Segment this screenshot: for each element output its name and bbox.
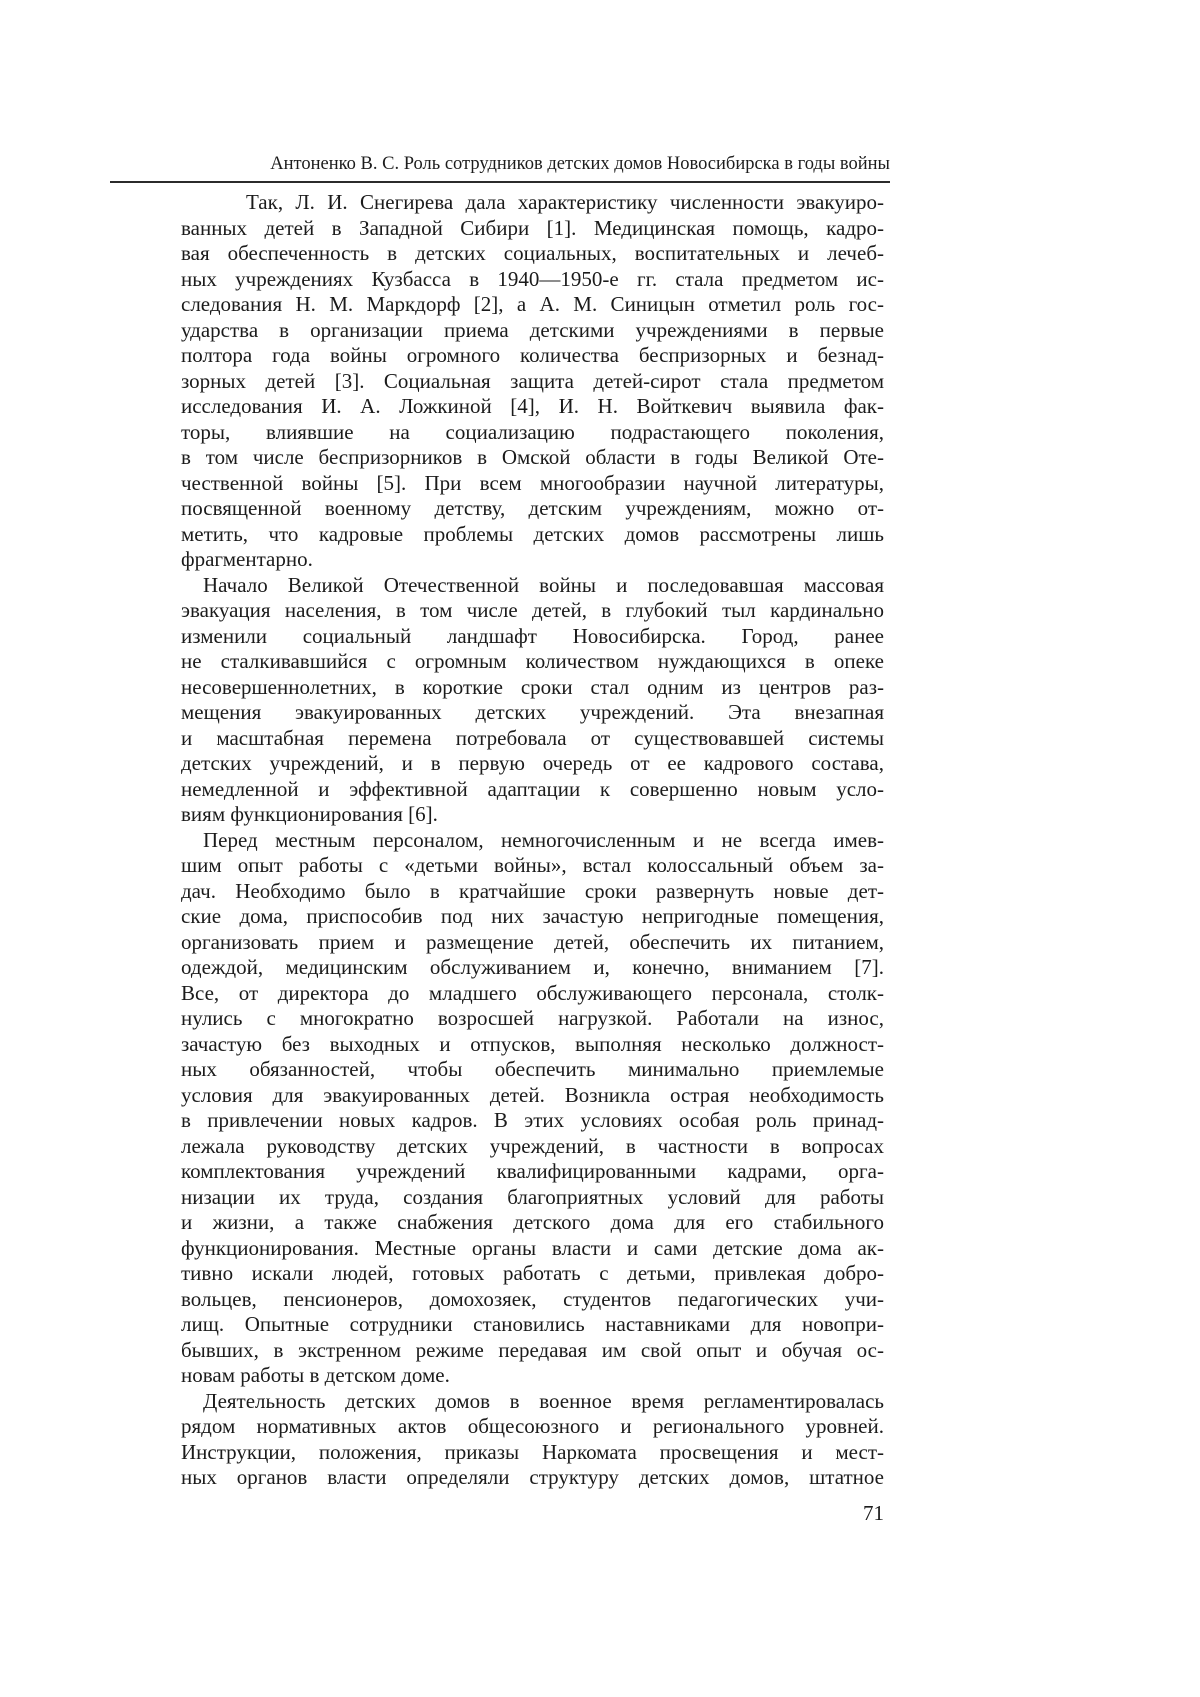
text-line: зорных детей [3]. Социальная защита детей-сирот стала предметом: [181, 368, 884, 393]
text-line: Деятельность детских домов в военное время регламентировалась: [203, 1388, 884, 1413]
text-line: изменили социальный ландшафт Новосибирска. Город, ранее: [181, 623, 884, 648]
paragraph: [181, 1389, 884, 1491]
text-line: низации их труда, создания благоприятных условий для работы: [181, 1184, 884, 1209]
header-rule: [110, 181, 890, 183]
text-line: метить, что кадровые проблемы детских домов рассмотрены лишь: [181, 521, 884, 546]
running-head: [110, 153, 890, 175]
text-line: организовать прием и размещение детей, обеспечить их питанием,: [181, 929, 884, 954]
text-line: лищ. Опытные сотрудники становились наставниками для новопри-: [181, 1312, 884, 1336]
text-line: и масштабная перемена потребовала от существовавшей системы: [181, 725, 884, 750]
text-line: и жизни, а также снабжения детского дома для его стабильного: [181, 1210, 884, 1234]
text-line: детских учреждений, и в первую очередь от ее кадрового состава,: [181, 751, 884, 775]
text-line: мещения эвакуированных детских учреждений. Эта внезапная: [181, 700, 884, 724]
text-line: функционирования. Местные органы власти и сами детские дома ак-: [181, 1235, 884, 1260]
text-line: Начало Великой Отечественной войны и последовавшая массовая: [203, 572, 884, 597]
text-line: ных обязанностей, чтобы обеспечить минимально приемлемые: [181, 1057, 884, 1081]
text-line: дач. Необходимо было в кратчайшие сроки развернуть новые дет-: [181, 878, 884, 903]
text-line: ванных детей в Западной Сибири [1]. Медицинская помощь, кадро-: [181, 215, 884, 240]
text-line: Так, Л. И. Снегирева дала характеристику численности эвакуиро-: [246, 190, 884, 214]
text-line: следования Н. М. Маркдорф [2], а А. М. Синицын отметил роль гос-: [181, 292, 884, 316]
text-line: новам работы в детском доме.: [181, 1363, 450, 1387]
text-line: в том числе беспризорников в Омской области в годы Великой Оте-: [181, 445, 884, 469]
text-line: шим опыт работы с «детьми войны», встал колоссальный объем за-: [181, 853, 884, 877]
paragraph: [181, 190, 884, 573]
text-line: не сталкивавшийся с огромным количеством нуждающихся в опеке: [181, 649, 884, 673]
text-line: эвакуация населения, в том числе детей, в глубокий тыл кардинально: [181, 598, 884, 622]
text-line: фрагментарно.: [181, 547, 313, 571]
text-line: торы, влиявшие на социализацию подрастающего поколения,: [181, 419, 884, 444]
running-head-title: Антоненко В. С. Роль сотрудников детских домов Новосибирска в годы войны: [270, 154, 890, 174]
text-line: исследования И. А. Ложкиной [4], И. Н. Войткевич выявила фак-: [181, 394, 884, 418]
text-line: в привлечении новых кадров. В этих условиях особая роль принад-: [181, 1108, 884, 1132]
text-line: несовершеннолетних, в короткие сроки стал одним из центров раз-: [181, 674, 884, 699]
text-line: Перед местным персоналом, немногочисленным и не всегда имев-: [203, 827, 884, 852]
text-line: Инструкции, положения, приказы Наркомата просвещения и мест-: [181, 1439, 884, 1464]
text-line: чественной войны [5]. При всем многообразии научной литературы,: [181, 470, 884, 495]
text-line: условия для эвакуированных детей. Возникла острая необходимость: [181, 1082, 884, 1107]
text-line: Все, от директора до младшего обслуживающего персонала, столк-: [181, 980, 884, 1005]
text-line: немедленной и эффективной адаптации к совершенно новым усло-: [181, 776, 884, 801]
text-line: ных учреждениях Кузбасса в 1940—1950-е гг. стала предметом ис-: [181, 266, 884, 291]
paragraph: [181, 573, 884, 828]
page-number: 71: [863, 1501, 884, 1525]
text-line: виям функционирования [6].: [181, 802, 438, 826]
text-line: посвященной военному детству, детским учреждениям, можно от-: [181, 496, 884, 520]
text-line: ударства в организации приема детскими учреждениями в первые: [181, 317, 884, 342]
text-line: одеждой, медицинским обслуживанием и, конечно, вниманием [7].: [181, 955, 884, 979]
text-line: рядом нормативных актов общесоюзного и регионального уровней.: [181, 1414, 884, 1438]
text-line: вольцев, пенсионеров, домохозяек, студентов педагогических учи-: [181, 1286, 884, 1311]
text-line: полтора года войны огромного количества беспризорных и безнад-: [181, 343, 884, 367]
text-line: нулись с многократно возросшей нагрузкой. Работали на износ,: [181, 1006, 884, 1030]
text-line: вая обеспеченность в детских социальных, воспитательных и лечеб-: [181, 241, 884, 265]
text-line: лежала руководству детских учреждений, в частности в вопросах: [181, 1133, 884, 1158]
text-line: тивно искали людей, готовых работать с детьми, привлекая добро-: [181, 1261, 884, 1285]
body-text: [181, 190, 884, 1491]
paragraph: [181, 828, 884, 1389]
text-line: бывших, в экстренном режиме передавая им свой опыт и обучая ос-: [181, 1337, 884, 1362]
text-line: ных органов власти определяли структуру детских домов, штатное: [181, 1465, 884, 1489]
text-line: ские дома, приспособив под них зачастую непригодные помещения,: [181, 904, 884, 928]
text-line: комплектования учреждений квалифицированными кадрами, орга-: [181, 1159, 884, 1183]
text-line: зачастую без выходных и отпусков, выполняя несколько должност-: [181, 1031, 884, 1056]
